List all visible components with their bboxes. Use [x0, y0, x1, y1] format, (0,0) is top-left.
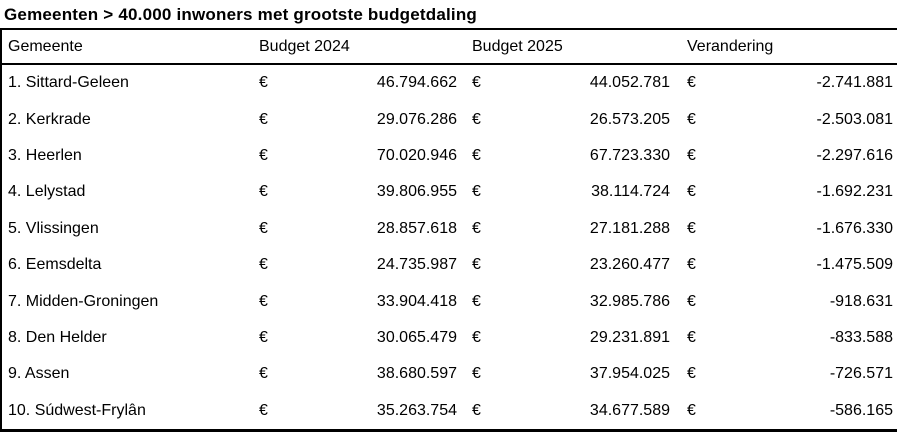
table-row: [2, 174, 897, 210]
table-row: [2, 65, 897, 101]
budget-2025-value: 38.114.724: [591, 183, 670, 201]
budget-2024-value: 29.076.286: [376, 110, 457, 128]
euro-currency-symbol: €: [259, 146, 268, 164]
budget-2024-cell: [252, 293, 462, 311]
euro-currency-symbol: €: [687, 183, 696, 201]
euro-currency-symbol: €: [259, 74, 268, 92]
budget-2024-value: 30.065.479: [376, 328, 457, 346]
budget-2025-value: 23.260.477: [589, 256, 670, 274]
verandering-cell: [678, 74, 897, 92]
column-header-label: Verandering: [687, 37, 774, 55]
euro-currency-symbol: €: [472, 256, 481, 274]
verandering-cell: [678, 183, 897, 201]
euro-currency-symbol: €: [687, 292, 696, 310]
euro-currency-symbol: €: [259, 256, 268, 274]
budget-2024-value: 24.735.987: [376, 256, 457, 274]
euro-currency-symbol: €: [472, 74, 481, 92]
verandering-value: -1.676.330: [816, 219, 893, 237]
verandering-cell: [678, 365, 897, 383]
budget-2024-cell: [252, 183, 462, 201]
table-header-row: [2, 30, 897, 65]
verandering-cell: [678, 111, 897, 129]
euro-currency-symbol: €: [472, 365, 481, 383]
euro-currency-symbol: €: [472, 292, 481, 310]
column-header-budget-2025: [462, 38, 678, 56]
verandering-value: -918.631: [829, 292, 893, 310]
verandering-cell: [678, 402, 897, 420]
budget-2024-cell: [252, 220, 462, 238]
table-body: [2, 65, 897, 429]
budget-2025-value: 32.985.786: [589, 292, 670, 310]
verandering-value: -833.588: [829, 328, 893, 346]
gemeente-cell: 9. Assen: [8, 365, 70, 383]
euro-currency-symbol: €: [687, 256, 696, 274]
budget-2024-cell: [252, 74, 462, 92]
euro-currency-symbol: €: [259, 328, 268, 346]
budget-2025-value: 37.954.025: [589, 365, 670, 383]
gemeente-cell: 4. Lelystad: [8, 183, 86, 201]
budget-2025-cell: [462, 147, 678, 165]
gemeente-cell: 2. Kerkrade: [8, 110, 91, 128]
euro-currency-symbol: €: [687, 401, 696, 419]
verandering-cell: [678, 220, 897, 238]
column-header-label: Budget 2024: [259, 37, 350, 55]
budget-2025-cell: [462, 365, 678, 383]
budget-2024-cell: [252, 147, 462, 165]
budget-2024-value: 33.904.418: [376, 292, 457, 310]
budget-2024-cell: [252, 402, 462, 420]
euro-currency-symbol: €: [259, 292, 268, 310]
budget-2025-value: 44.052.781: [589, 74, 670, 92]
table-row: [2, 283, 897, 319]
euro-currency-symbol: €: [687, 219, 696, 237]
euro-currency-symbol: €: [472, 110, 481, 128]
euro-currency-symbol: €: [687, 110, 696, 128]
table-row: [2, 393, 897, 429]
verandering-value: -726.571: [829, 365, 893, 383]
column-header-label: Gemeente: [8, 37, 83, 55]
verandering-cell: [678, 329, 897, 347]
euro-currency-symbol: €: [687, 365, 696, 383]
column-header-gemeente: [2, 38, 252, 56]
gemeente-cell: 1. Sittard-Geleen: [8, 74, 129, 92]
budget-2024-value: 35.263.754: [376, 401, 457, 419]
budget-2025-value: 26.573.205: [589, 110, 670, 128]
column-header-label: Budget 2025: [472, 37, 563, 55]
verandering-cell: [678, 147, 897, 165]
table-row: [2, 320, 897, 356]
budget-2025-cell: [462, 74, 678, 92]
verandering-value: -1.475.509: [816, 256, 893, 274]
euro-currency-symbol: €: [472, 401, 481, 419]
table-row: [2, 138, 897, 174]
table-row: [2, 211, 897, 247]
euro-currency-symbol: €: [472, 183, 481, 201]
euro-currency-symbol: €: [259, 183, 268, 201]
budget-2025-value: 27.181.288: [589, 219, 670, 237]
budget-2024-cell: [252, 329, 462, 347]
gemeente-cell: 3. Heerlen: [8, 146, 82, 164]
euro-currency-symbol: €: [259, 110, 268, 128]
budget-2024-value: 70.020.946: [376, 146, 457, 164]
gemeente-cell: 10. Súdwest-Frylân: [8, 401, 146, 419]
table-row: [2, 101, 897, 137]
euro-currency-symbol: €: [472, 219, 481, 237]
column-header-verandering: [678, 38, 897, 56]
column-header-budget-2024: [252, 38, 462, 56]
euro-currency-symbol: €: [687, 146, 696, 164]
euro-currency-symbol: €: [259, 401, 268, 419]
budget-2024-value: 39.806.955: [376, 183, 457, 201]
gemeente-cell: 7. Midden-Groningen: [8, 292, 159, 310]
gemeente-cell: 6. Eemsdelta: [8, 256, 102, 274]
gemeente-cell: 5. Vlissingen: [8, 219, 99, 237]
budget-2024-cell: [252, 256, 462, 274]
euro-currency-symbol: €: [687, 328, 696, 346]
budget-2024-value: 38.680.597: [376, 365, 457, 383]
budget-2024-value: 28.857.618: [376, 219, 457, 237]
verandering-value: -2.297.616: [816, 146, 893, 164]
gemeente-cell: 8. Den Helder: [8, 328, 107, 346]
budget-2025-cell: [462, 329, 678, 347]
euro-currency-symbol: €: [687, 74, 696, 92]
budget-2024-value: 46.794.662: [376, 74, 457, 92]
budget-2025-cell: [462, 183, 678, 201]
budget-2025-cell: [462, 111, 678, 129]
euro-currency-symbol: €: [259, 365, 268, 383]
verandering-value: -2.503.081: [816, 110, 893, 128]
budget-2025-value: 67.723.330: [589, 146, 670, 164]
table-row: [2, 247, 897, 283]
verandering-cell: [678, 293, 897, 311]
table-row: [2, 356, 897, 392]
budget-2025-value: 34.677.589: [589, 401, 670, 419]
page-title: Gemeenten > 40.000 inwoners met grootste budgetdaling: [0, 0, 897, 30]
budget-2025-cell: [462, 220, 678, 238]
budget-table: [0, 30, 897, 432]
budget-2024-cell: [252, 365, 462, 383]
budget-2025-cell: [462, 293, 678, 311]
verandering-value: -2.741.881: [816, 74, 893, 92]
verandering-value: -1.692.231: [816, 183, 893, 201]
euro-currency-symbol: €: [472, 328, 481, 346]
verandering-value: -586.165: [829, 401, 893, 419]
budget-2025-value: 29.231.891: [589, 328, 670, 346]
euro-currency-symbol: €: [259, 219, 268, 237]
budget-2024-cell: [252, 111, 462, 129]
budget-2025-cell: [462, 256, 678, 274]
verandering-cell: [678, 256, 897, 274]
budget-2025-cell: [462, 402, 678, 420]
euro-currency-symbol: €: [472, 146, 481, 164]
